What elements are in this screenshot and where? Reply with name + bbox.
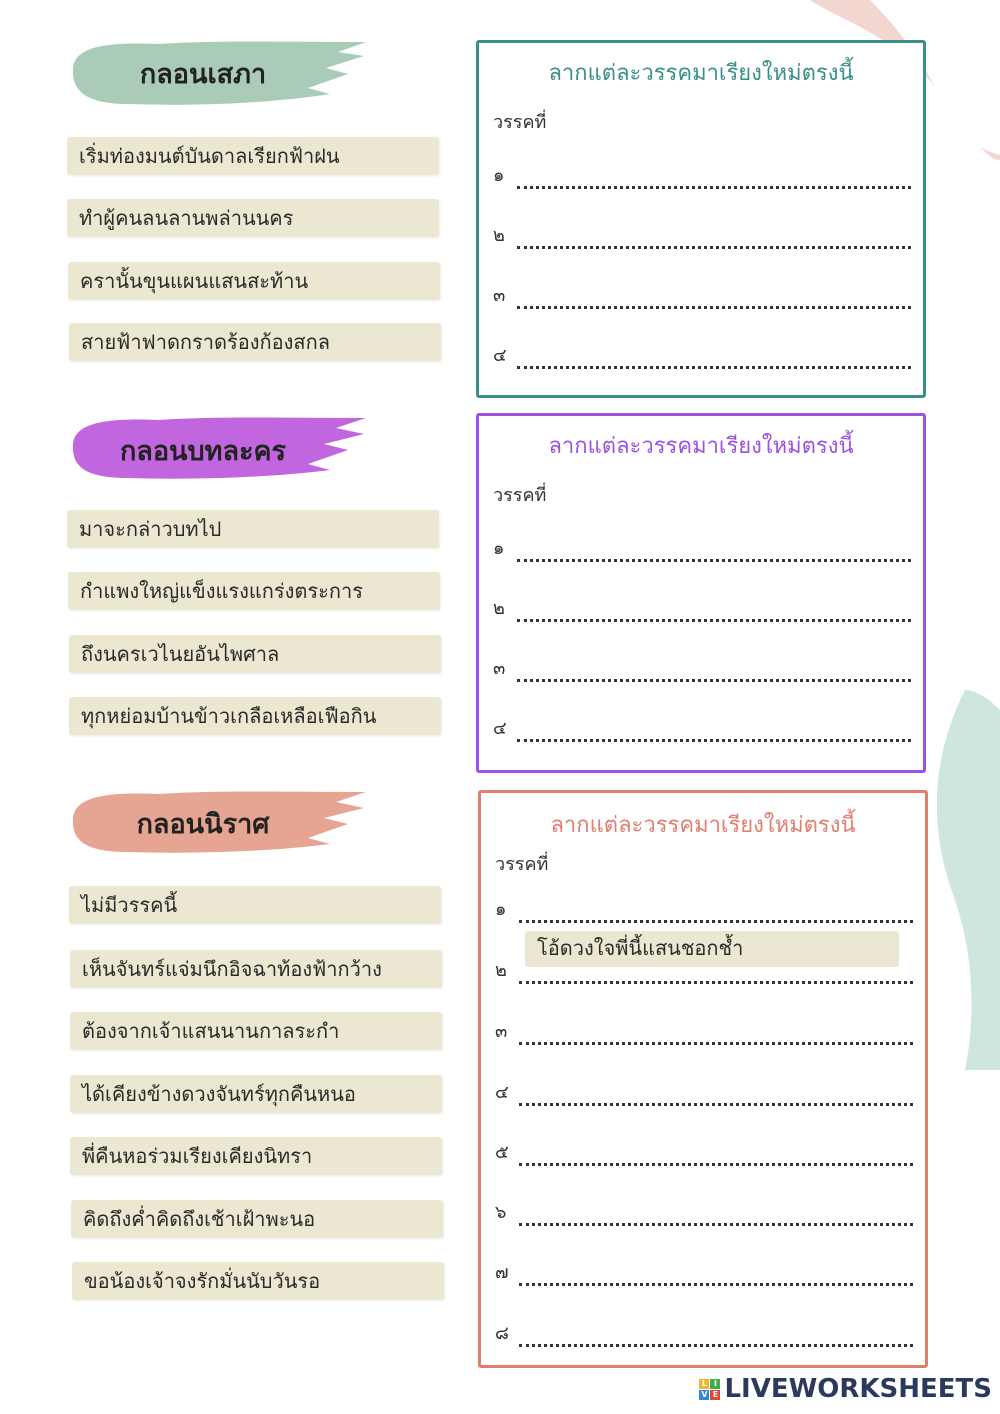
drop-box-sub: วรรคที่ <box>493 112 547 133</box>
drop-line[interactable] <box>495 1080 913 1106</box>
drop-line[interactable] <box>493 283 911 309</box>
dotted-line <box>517 286 911 309</box>
dotted-line <box>517 719 911 742</box>
liveworksheets-brand[interactable] <box>699 1374 992 1404</box>
brand-name: LIVEWORKSHEETS <box>724 1374 992 1404</box>
drop-line[interactable] <box>493 223 911 249</box>
logo-letter: V <box>701 1389 708 1399</box>
line-number: ๕ <box>495 1142 509 1163</box>
logo-letter: I <box>710 1379 720 1389</box>
dotted-line <box>517 659 911 682</box>
line-number: ๑ <box>493 165 505 186</box>
section-title: กลอนเสภา <box>139 59 267 90</box>
logo-letter: L <box>699 1379 709 1389</box>
dotted-line <box>519 1263 913 1286</box>
dotted-line <box>519 1022 913 1045</box>
line-number: ๒ <box>495 960 507 981</box>
dotted-line <box>517 346 911 369</box>
line-strip[interactable]: ได้เคียงข้างดวงจันทร์ทุกคืนหนอ <box>70 1075 442 1113</box>
dotted-line <box>517 539 911 562</box>
dotted-line <box>517 166 911 189</box>
drop-line[interactable] <box>495 897 913 923</box>
line-number: ๑ <box>493 538 505 559</box>
line-strip[interactable]: ครานั้นขุนแผนแสนสะท้าน <box>68 262 440 300</box>
title-lakhon-brush <box>68 412 368 482</box>
line-number: ๒ <box>493 225 505 246</box>
dotted-line <box>519 1324 913 1347</box>
drop-line[interactable] <box>493 343 911 369</box>
line-strip[interactable]: กำแพงใหญ่แข็งแรงแกร่งตระการ <box>68 572 440 610</box>
liveworksheets-logo-icon <box>699 1379 720 1400</box>
drop-line[interactable] <box>495 1140 913 1166</box>
dotted-line <box>519 900 913 923</box>
dotted-line <box>519 1143 913 1166</box>
line-strip[interactable]: ทุกหย่อมบ้านข้าวเกลือเหลือเฟือกิน <box>69 697 441 735</box>
drop-line[interactable] <box>493 163 911 189</box>
line-number: ๓ <box>493 658 506 679</box>
line-number: ๒ <box>493 598 505 619</box>
line-strip[interactable]: มาจะกล่าวบทไป <box>67 510 439 548</box>
drop-box-sub: วรรคที่ <box>493 485 547 506</box>
drop-box-header: ลากแต่ละวรรคมาเรียงใหม่ตรงนี้ <box>550 813 856 838</box>
dotted-line <box>517 226 911 249</box>
line-number: ๔ <box>495 1082 509 1103</box>
line-strip[interactable]: เห็นจันทร์แจ่มนึกอิจฉาท้องฟ้ากว้าง <box>70 950 442 988</box>
drop-box-seppha[interactable] <box>476 40 926 398</box>
line-number: ๘ <box>495 1323 509 1344</box>
line-strip[interactable]: สายฟ้าฟาดกราดร้องก้องสกล <box>69 323 441 361</box>
drop-line[interactable] <box>495 1019 913 1045</box>
title-seppha-brush <box>68 38 368 108</box>
drop-line[interactable] <box>493 716 911 742</box>
line-strip[interactable]: ถึงนครเวไนยอันไพศาล <box>69 635 441 673</box>
dotted-line <box>519 1203 913 1226</box>
drop-line[interactable] <box>495 1321 913 1347</box>
line-number: ๓ <box>495 1021 508 1042</box>
line-strip[interactable]: ต้องจากเจ้าแสนนานกาลระกำ <box>70 1012 442 1050</box>
dotted-line <box>519 1083 913 1106</box>
line-strip-dragged[interactable]: โอ้ดวงใจพี่นี้แสนชอกช้ำ <box>525 931 899 967</box>
line-strip[interactable]: พี่คืนหอร่วมเรียงเคียงนิทรา <box>70 1137 442 1175</box>
line-strip[interactable]: เริ่มท่องมนต์บันดาลเรียกฟ้าฝน <box>67 137 439 175</box>
line-number: ๑ <box>495 899 507 920</box>
drop-line[interactable] <box>493 596 911 622</box>
logo-letter: E <box>710 1390 720 1400</box>
drop-line[interactable] <box>493 656 911 682</box>
drop-line[interactable] <box>495 1200 913 1226</box>
drop-box-sub: วรรคที่ <box>495 854 549 875</box>
line-strip[interactable]: ทำผู้คนลนลานพล่านนคร <box>67 199 439 237</box>
line-number: ๖ <box>495 1202 507 1223</box>
line-strip[interactable]: คิดถึงค่ำคิดถึงเช้าเฝ้าพะนอ <box>71 1200 443 1238</box>
drop-box-nirat[interactable] <box>478 790 928 1368</box>
title-nirat-brush <box>68 786 368 856</box>
section-title: กลอนนิราศ <box>136 809 270 840</box>
line-strip[interactable]: ไม่มีวรรคนี้ <box>69 886 441 924</box>
drop-line[interactable] <box>493 536 911 562</box>
dotted-line <box>517 599 911 622</box>
drop-box-header: ลากแต่ละวรรคมาเรียงใหม่ตรงนี้ <box>548 434 854 459</box>
section-title: กลอนบทละคร <box>119 436 287 467</box>
drop-box-lakhon[interactable] <box>476 413 926 773</box>
line-number: ๓ <box>493 285 506 306</box>
line-number: ๔ <box>493 718 507 739</box>
line-strip[interactable]: ขอน้องเจ้าจงรักมั่นนับวันรอ <box>72 1262 444 1300</box>
line-number: ๗ <box>495 1262 509 1283</box>
line-number: ๔ <box>493 345 507 366</box>
drop-line[interactable] <box>495 1260 913 1286</box>
drop-box-header: ลากแต่ละวรรคมาเรียงใหม่ตรงนี้ <box>548 61 854 86</box>
